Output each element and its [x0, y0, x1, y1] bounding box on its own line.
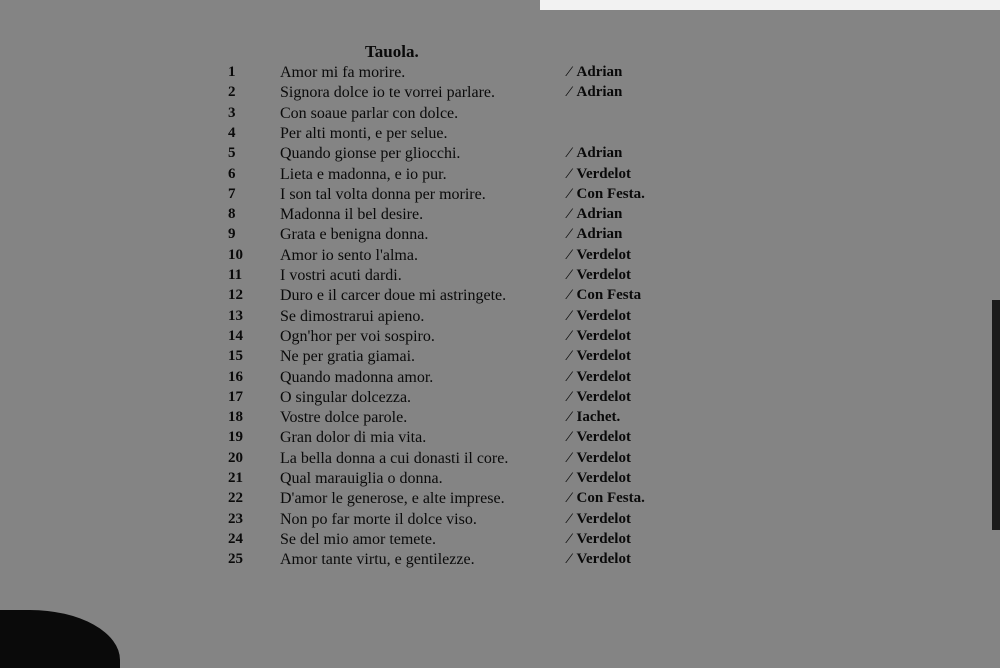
composer-name: Verdelot — [576, 429, 631, 446]
entry-number: 23 — [228, 510, 243, 527]
ink-tick-mark: ⁄ — [568, 206, 571, 223]
entry-title: La bella donna a cui donasti il core. — [280, 449, 509, 467]
composer-name: Verdelot — [576, 551, 631, 568]
entry-number: 11 — [228, 267, 243, 283]
composer-name: Verdelot — [576, 388, 631, 405]
entry-number: 17 — [228, 388, 243, 405]
entry-number: 9 — [228, 226, 236, 243]
composer-name: Verdelot — [576, 165, 631, 182]
entry-composer — [568, 84, 622, 101]
list-item — [228, 64, 688, 84]
ink-tick-mark: ⁄ — [568, 530, 571, 547]
entry-number: 8 — [228, 206, 236, 223]
entry-title: Quando madonna amor. — [280, 368, 434, 386]
ink-tick-mark: ⁄ — [568, 429, 571, 446]
entry-title: Per alti monti, e per selue. — [280, 124, 448, 142]
entry-title: Lieta e madonna, e io pur. — [280, 165, 447, 183]
list-item — [228, 348, 688, 368]
entry-number: 24 — [228, 530, 243, 547]
list-item — [228, 429, 688, 449]
list-item — [228, 490, 688, 510]
entry-title: Se dimostrarui apieno. — [280, 307, 425, 325]
entry-title: Qual marauiglia o donna. — [280, 470, 443, 487]
list-item — [228, 84, 688, 104]
entry-number: 18 — [228, 409, 243, 426]
ink-tick-mark: ⁄ — [568, 165, 571, 182]
entry-title: Grata e benigna donna. — [280, 226, 429, 244]
list-item — [228, 186, 688, 206]
ink-tick-mark: ⁄ — [568, 84, 571, 101]
entry-title: Amor tante virtu, e gentilezze. — [280, 551, 475, 569]
entry-composer — [568, 490, 645, 507]
ink-tick-mark: ⁄ — [568, 287, 571, 304]
entry-number: 3 — [228, 104, 236, 121]
ink-tick-mark: ⁄ — [568, 145, 571, 162]
page-title: Tauola. — [365, 42, 419, 61]
entry-title: Signora dolce io te vorrei parlare. — [280, 84, 496, 102]
list-item — [228, 389, 688, 409]
entry-number: 13 — [228, 307, 243, 324]
entry-title: Ogn'hor per voi sospiro. — [280, 327, 435, 345]
entry-composer — [568, 470, 631, 487]
entry-number: 2 — [228, 84, 236, 101]
entry-number: 1 — [228, 64, 236, 80]
scan-edge-corner — [0, 610, 120, 668]
entry-composer — [568, 308, 631, 325]
entry-title: Gran dolor di mia vita. — [280, 429, 427, 447]
entry-number: 21 — [228, 470, 243, 486]
list-item — [228, 328, 688, 348]
list-item — [228, 369, 688, 389]
entry-composer — [568, 267, 631, 284]
composer-name: Con Festa. — [576, 185, 645, 202]
composer-name: Con Festa — [576, 287, 642, 304]
entry-number: 19 — [228, 429, 243, 446]
entry-number: 12 — [228, 287, 243, 304]
entry-title: Duro e il carcer doue mi astringete. — [280, 287, 507, 305]
ink-tick-mark: ⁄ — [568, 490, 571, 507]
composer-name: Verdelot — [576, 530, 631, 547]
entry-composer — [568, 186, 645, 203]
ink-tick-mark: ⁄ — [568, 64, 571, 80]
entry-composer — [568, 247, 631, 264]
ink-tick-mark: ⁄ — [568, 307, 571, 324]
composer-name: Verdelot — [576, 348, 631, 365]
list-item — [228, 125, 688, 145]
entry-title: I son tal volta donna per morire. — [280, 185, 486, 203]
entry-number: 10 — [228, 246, 243, 263]
composer-name: Adrian — [576, 226, 623, 243]
entry-composer — [568, 328, 631, 345]
list-item — [228, 145, 688, 165]
entry-composer — [568, 166, 631, 183]
entry-title: Amor io sento l'alma. — [280, 246, 418, 264]
entry-title: Quando gionse per gliocchi. — [280, 145, 461, 163]
entry-composer — [568, 389, 631, 406]
ink-tick-mark: ⁄ — [568, 267, 571, 283]
entry-number: 6 — [228, 165, 236, 182]
entry-title: Con soaue parlar con dolce. — [280, 104, 459, 122]
entry-composer — [568, 287, 641, 304]
entry-number: 15 — [228, 348, 243, 365]
list-item — [228, 450, 688, 470]
entry-number: 22 — [228, 490, 243, 507]
ink-tick-mark: ⁄ — [568, 409, 571, 426]
entry-title: Ne per gratia giamai. — [280, 348, 416, 366]
entry-composer — [568, 551, 631, 568]
entry-composer — [568, 511, 631, 528]
entry-composer — [568, 206, 622, 223]
ink-tick-mark: ⁄ — [568, 185, 571, 202]
entry-title: I vostri acuti dardi. — [280, 267, 402, 284]
composer-name: Verdelot — [576, 470, 631, 486]
list-item — [228, 531, 688, 551]
ink-tick-mark: ⁄ — [568, 348, 571, 365]
ink-tick-mark: ⁄ — [568, 327, 571, 344]
composer-name: Verdelot — [576, 327, 631, 344]
entry-composer — [568, 145, 622, 162]
list-item — [228, 206, 688, 226]
entry-composer — [568, 409, 620, 426]
list-item — [228, 308, 688, 328]
entry-number: 25 — [228, 551, 243, 568]
ink-tick-mark: ⁄ — [568, 470, 571, 486]
composer-name: Adrian — [576, 84, 623, 101]
entry-title: Amor mi fa morire. — [280, 64, 406, 81]
composer-name: Adrian — [576, 145, 623, 162]
composer-name: Verdelot — [576, 449, 631, 466]
list-item — [228, 551, 688, 571]
composer-name: Verdelot — [576, 246, 631, 263]
entry-composer — [568, 429, 631, 446]
list-item — [228, 166, 688, 186]
list-item — [228, 287, 688, 307]
entry-composer — [568, 348, 631, 365]
entry-number: 4 — [228, 124, 236, 141]
ink-tick-mark: ⁄ — [568, 226, 571, 243]
entry-title: O singular dolcezza. — [280, 388, 412, 406]
scan-edge-right — [992, 300, 1000, 530]
composer-name: Verdelot — [576, 267, 631, 283]
entry-composer — [568, 226, 622, 243]
composer-name: Verdelot — [576, 307, 631, 324]
entry-number: 5 — [228, 145, 236, 162]
entry-composer — [568, 64, 622, 81]
composer-name: Adrian — [576, 206, 623, 223]
entry-composer — [568, 450, 631, 467]
list-item — [228, 409, 688, 429]
entry-number: 20 — [228, 449, 243, 466]
composer-name: Verdelot — [576, 510, 631, 527]
ink-tick-mark: ⁄ — [568, 449, 571, 466]
entry-title: D'amor le generose, e alte imprese. — [280, 490, 505, 508]
composer-name: Verdelot — [576, 368, 631, 385]
list-item — [228, 105, 688, 125]
entry-title: Non po far morte il dolce viso. — [280, 510, 477, 528]
entry-composer — [568, 369, 631, 386]
entry-number: 14 — [228, 327, 243, 344]
scan-edge-top — [540, 0, 1000, 10]
entry-title: Se del mio amor temete. — [280, 530, 436, 548]
ink-tick-mark: ⁄ — [568, 368, 571, 385]
ink-tick-mark: ⁄ — [568, 388, 571, 405]
list-item — [228, 226, 688, 246]
composer-name: Iachet. — [576, 409, 621, 426]
ink-tick-mark: ⁄ — [568, 510, 571, 527]
entry-title: Vostre dolce parole. — [280, 409, 408, 427]
composer-name: Adrian — [576, 64, 623, 80]
list-item — [228, 247, 688, 267]
list-item — [228, 470, 688, 490]
composer-name: Con Festa. — [576, 490, 645, 507]
entry-number: 16 — [228, 368, 243, 385]
entry-title: Madonna il bel desire. — [280, 206, 424, 224]
entry-number: 7 — [228, 185, 236, 202]
entry-composer — [568, 531, 631, 548]
list-item — [228, 267, 688, 287]
ink-tick-mark: ⁄ — [568, 246, 571, 263]
list-item — [228, 511, 688, 531]
ink-tick-mark: ⁄ — [568, 551, 571, 568]
